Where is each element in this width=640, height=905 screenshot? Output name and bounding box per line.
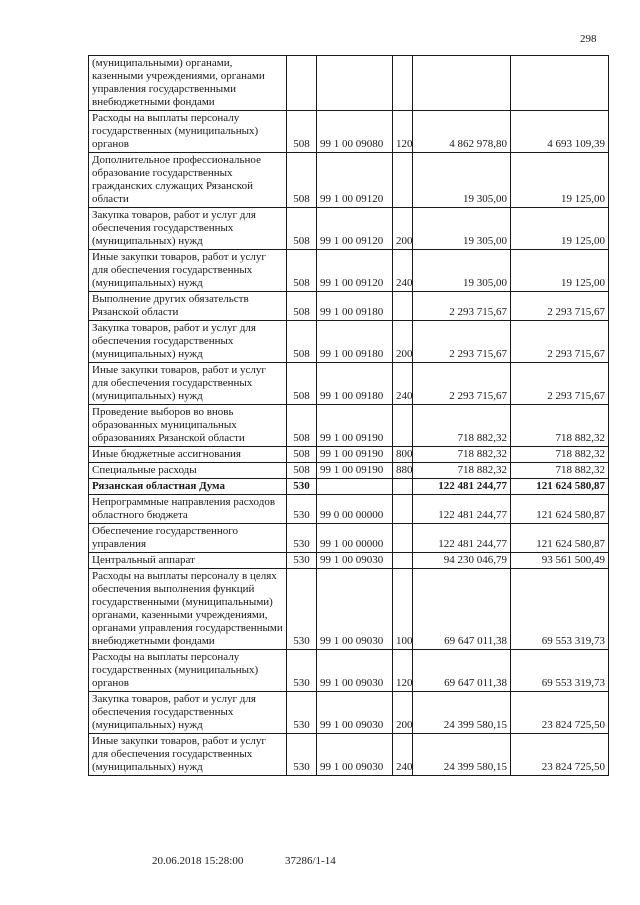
page-number: 298	[580, 33, 597, 45]
row-amount-year1-cell: 718 882,32	[413, 405, 511, 447]
row-amount-year1-cell: 69 647 011,38	[413, 569, 511, 650]
row-section-cell: 508	[287, 292, 317, 321]
row-section-cell	[287, 56, 317, 111]
row-name-cell: Закупка товаров, работ и услуг для обеспечения государственных (муниципальных) нужд	[89, 692, 287, 734]
row-expense-type-cell	[393, 524, 413, 553]
table-row	[89, 553, 609, 569]
row-amount-year1-cell: 19 305,00	[413, 208, 511, 250]
row-amount-year2-cell: 2 293 715,67	[511, 321, 609, 363]
table-row	[89, 292, 609, 321]
row-expense-type-cell: 200	[393, 692, 413, 734]
row-name-cell: (муниципальными) органами, казенными учреждениями, органами управления государственными внебюджетными фондами	[89, 56, 287, 111]
row-name-cell: Иные закупки товаров, работ и услуг для обеспечения государственных (муниципальных) нужд	[89, 734, 287, 776]
row-amount-year1-cell: 24 399 580,15	[413, 734, 511, 776]
table-row	[89, 447, 609, 463]
table-row	[89, 495, 609, 524]
table-row	[89, 524, 609, 553]
row-amount-year1-cell: 2 293 715,67	[413, 363, 511, 405]
row-section-cell: 530	[287, 650, 317, 692]
table-row	[89, 463, 609, 479]
row-amount-year1-cell: 122 481 244,77	[413, 524, 511, 553]
row-name-cell: Специальные расходы	[89, 463, 287, 479]
row-expense-type-cell	[393, 405, 413, 447]
row-name-cell: Иные закупки товаров, работ и услуг для обеспечения государственных (муниципальных) нужд	[89, 363, 287, 405]
table-row	[89, 250, 609, 292]
row-section-cell: 508	[287, 405, 317, 447]
row-name-cell: Расходы на выплаты персоналу государственных (муниципальных) органов	[89, 111, 287, 153]
row-expense-type-cell	[393, 292, 413, 321]
row-amount-year1-cell: 122 481 244,77	[413, 479, 511, 495]
row-amount-year2-cell: 121 624 580,87	[511, 495, 609, 524]
row-section-cell: 530	[287, 479, 317, 495]
row-expense-type-cell	[393, 495, 413, 524]
row-name-cell: Иные бюджетные ассигнования	[89, 447, 287, 463]
table-row	[89, 692, 609, 734]
row-expense-type-cell: 240	[393, 734, 413, 776]
row-name-cell: Центральный аппарат	[89, 553, 287, 569]
row-amount-year2-cell: 69 553 319,73	[511, 650, 609, 692]
row-amount-year1-cell	[413, 56, 511, 111]
row-amount-year2-cell	[511, 56, 609, 111]
row-expense-type-cell: 240	[393, 250, 413, 292]
row-amount-year2-cell: 23 824 725,50	[511, 734, 609, 776]
row-target-code-cell: 99 1 00 09120	[317, 153, 393, 208]
row-amount-year1-cell: 94 230 046,79	[413, 553, 511, 569]
row-target-code-cell: 99 1 00 09180	[317, 363, 393, 405]
budget-table	[88, 55, 609, 776]
row-expense-type-cell: 800	[393, 447, 413, 463]
row-section-cell: 530	[287, 692, 317, 734]
row-amount-year2-cell: 19 125,00	[511, 153, 609, 208]
row-expense-type-cell: 880	[393, 463, 413, 479]
row-name-cell: Рязанская областная Дума	[89, 479, 287, 495]
row-target-code-cell: 99 1 00 09030	[317, 569, 393, 650]
row-expense-type-cell: 240	[393, 363, 413, 405]
row-expense-type-cell	[393, 553, 413, 569]
row-amount-year1-cell: 4 862 978,80	[413, 111, 511, 153]
row-section-cell: 508	[287, 153, 317, 208]
row-name-cell: Непрограммные направления расходов областного бюджета	[89, 495, 287, 524]
row-amount-year2-cell: 93 561 500,49	[511, 553, 609, 569]
row-target-code-cell: 99 1 00 09030	[317, 734, 393, 776]
row-expense-type-cell	[393, 479, 413, 495]
row-name-cell: Проведение выборов во вновь образованных муниципальных образованиях Рязанской области	[89, 405, 287, 447]
table-row	[89, 734, 609, 776]
row-target-code-cell: 99 1 00 09080	[317, 111, 393, 153]
row-target-code-cell: 99 1 00 09190	[317, 447, 393, 463]
row-section-cell: 508	[287, 363, 317, 405]
table-row	[89, 208, 609, 250]
row-target-code-cell: 99 1 00 09030	[317, 553, 393, 569]
row-section-cell: 508	[287, 447, 317, 463]
row-target-code-cell: 99 1 00 09180	[317, 292, 393, 321]
row-target-code-cell	[317, 479, 393, 495]
row-amount-year2-cell: 2 293 715,67	[511, 292, 609, 321]
row-name-cell: Закупка товаров, работ и услуг для обеспечения государственных (муниципальных) нужд	[89, 321, 287, 363]
table-row	[89, 405, 609, 447]
row-name-cell: Закупка товаров, работ и услуг для обеспечения государственных (муниципальных) нужд	[89, 208, 287, 250]
row-target-code-cell: 99 1 00 00000	[317, 524, 393, 553]
row-amount-year1-cell: 2 293 715,67	[413, 321, 511, 363]
row-expense-type-cell: 120	[393, 650, 413, 692]
row-amount-year1-cell: 24 399 580,15	[413, 692, 511, 734]
row-amount-year2-cell: 19 125,00	[511, 250, 609, 292]
row-target-code-cell: 99 1 00 09120	[317, 250, 393, 292]
row-amount-year1-cell: 19 305,00	[413, 250, 511, 292]
row-name-cell: Выполнение других обязательств Рязанской области	[89, 292, 287, 321]
row-target-code-cell: 99 1 00 09190	[317, 405, 393, 447]
row-expense-type-cell: 100	[393, 569, 413, 650]
row-section-cell: 508	[287, 463, 317, 479]
budget-table-body	[89, 56, 609, 776]
table-row	[89, 111, 609, 153]
row-name-cell: Дополнительное профессиональное образование государственных гражданских служащих Рязанской области	[89, 153, 287, 208]
row-expense-type-cell	[393, 56, 413, 111]
row-name-cell: Расходы на выплаты персоналу в целях обеспечения выполнения функций государственными (муниципальными) органами, казенными учреждениями, органами управления государственными внебюджетными фондами	[89, 569, 287, 650]
row-section-cell: 530	[287, 569, 317, 650]
row-expense-type-cell	[393, 153, 413, 208]
row-amount-year1-cell: 718 882,32	[413, 463, 511, 479]
row-target-code-cell: 99 1 00 09190	[317, 463, 393, 479]
row-amount-year1-cell: 718 882,32	[413, 447, 511, 463]
table-row	[89, 363, 609, 405]
row-target-code-cell: 99 0 00 00000	[317, 495, 393, 524]
row-amount-year2-cell: 718 882,32	[511, 463, 609, 479]
row-section-cell: 508	[287, 208, 317, 250]
row-name-cell: Обеспечение государственного управления	[89, 524, 287, 553]
row-section-cell: 530	[287, 553, 317, 569]
table-row	[89, 650, 609, 692]
table-row	[89, 569, 609, 650]
row-amount-year2-cell: 718 882,32	[511, 447, 609, 463]
row-section-cell: 530	[287, 734, 317, 776]
row-amount-year2-cell: 121 624 580,87	[511, 479, 609, 495]
footer-datetime: 20.06.2018 15:28:00	[152, 855, 244, 867]
row-section-cell: 508	[287, 111, 317, 153]
table-row	[89, 56, 609, 111]
row-target-code-cell: 99 1 00 09030	[317, 692, 393, 734]
row-target-code-cell	[317, 56, 393, 111]
row-amount-year2-cell: 19 125,00	[511, 208, 609, 250]
row-section-cell: 530	[287, 495, 317, 524]
footer-doc-number: 37286/1-14	[285, 855, 336, 867]
row-name-cell: Иные закупки товаров, работ и услуг для обеспечения государственных (муниципальных) нужд	[89, 250, 287, 292]
row-amount-year2-cell: 23 824 725,50	[511, 692, 609, 734]
row-expense-type-cell: 120	[393, 111, 413, 153]
row-amount-year1-cell: 2 293 715,67	[413, 292, 511, 321]
table-row	[89, 479, 609, 495]
row-expense-type-cell: 200	[393, 208, 413, 250]
table-row	[89, 321, 609, 363]
row-amount-year1-cell: 19 305,00	[413, 153, 511, 208]
row-amount-year1-cell: 122 481 244,77	[413, 495, 511, 524]
row-section-cell: 508	[287, 250, 317, 292]
row-amount-year2-cell: 121 624 580,87	[511, 524, 609, 553]
row-expense-type-cell: 200	[393, 321, 413, 363]
row-amount-year1-cell: 69 647 011,38	[413, 650, 511, 692]
row-target-code-cell: 99 1 00 09180	[317, 321, 393, 363]
table-row	[89, 153, 609, 208]
row-section-cell: 530	[287, 524, 317, 553]
row-section-cell: 508	[287, 321, 317, 363]
row-name-cell: Расходы на выплаты персоналу государственных (муниципальных) органов	[89, 650, 287, 692]
row-target-code-cell: 99 1 00 09030	[317, 650, 393, 692]
row-amount-year2-cell: 69 553 319,73	[511, 569, 609, 650]
row-amount-year2-cell: 4 693 109,39	[511, 111, 609, 153]
row-amount-year2-cell: 2 293 715,67	[511, 363, 609, 405]
row-amount-year2-cell: 718 882,32	[511, 405, 609, 447]
row-target-code-cell: 99 1 00 09120	[317, 208, 393, 250]
